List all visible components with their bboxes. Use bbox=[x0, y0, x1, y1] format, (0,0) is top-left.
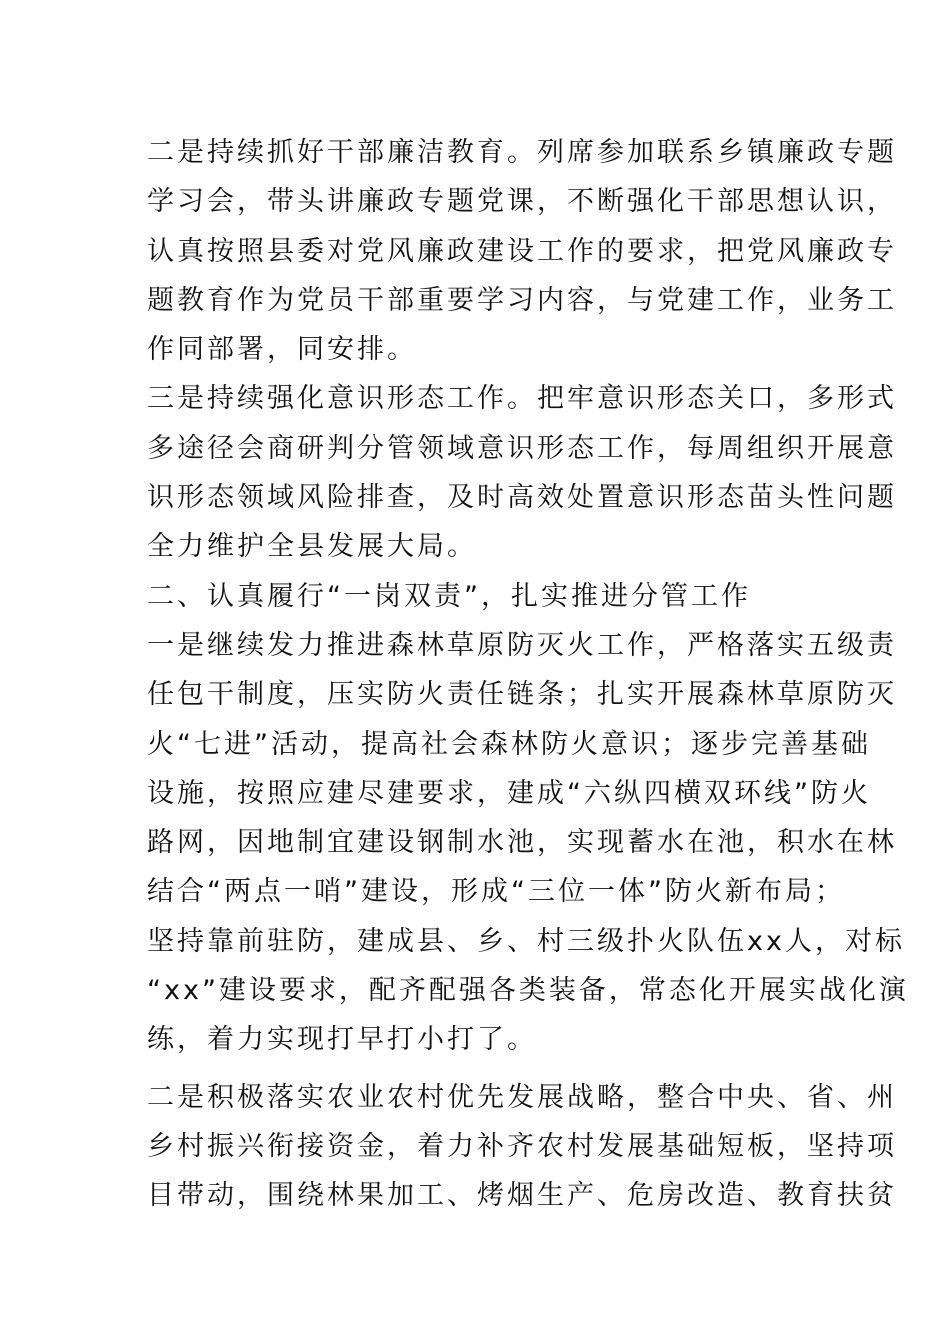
paragraph-line: 作同部署，同安排。 bbox=[147, 334, 417, 366]
paragraph-line: 学习会，带头讲廉政专题党课，不断强化干部思想认识， bbox=[147, 186, 897, 218]
document-body bbox=[147, 128, 909, 1221]
paragraph-line: 多途径会商研判分管领域意识形态工作，每周组织开展意 bbox=[147, 432, 897, 464]
paragraph-line: 全力维护全县发展大局。 bbox=[147, 531, 477, 563]
paragraph-line: 三是持续强化意识形态工作。把牢意识形态关口，多形式 bbox=[147, 383, 897, 415]
paragraph-line: 二是持续抓好干部廉洁教育。列席参加联系乡镇廉政专题 bbox=[147, 137, 897, 168]
paragraph-line: 乡村振兴衔接资金，着力补齐农村发展基础短板，坚持项 bbox=[147, 1130, 897, 1162]
paragraph-line: 火“七进”活动，提高社会森林防火意识；逐步完善基础 bbox=[147, 728, 871, 760]
paragraph-line: 二是积极落实农业农村优先发展战略，整合中央、省、州 bbox=[147, 1081, 897, 1113]
paragraph-line: 结合“两点一哨”建设，形成“三位一体”防火新布局； bbox=[147, 876, 845, 908]
paragraph-line: 坚持靠前驻防，建成县、乡、村三级扑火队伍xx人，对标 bbox=[147, 925, 905, 957]
paragraph-spacer bbox=[147, 1065, 809, 1073]
section-heading: 二、认真履行“一岗双责”，扎实推进分管工作 bbox=[147, 580, 751, 612]
paragraph-line: “xx”建设要求，配齐配强各类装备，常态化开展实战化演 bbox=[147, 975, 909, 1007]
paragraph-line: 设施，按照应建尽建要求，建成“六纵四横双环线”防火 bbox=[147, 777, 871, 809]
paragraph-line: 练，着力实现打早打小打了。 bbox=[147, 1024, 537, 1056]
paragraph-line: 识形态领域风险排查，及时高效处置意识形态苗头性问题 bbox=[147, 482, 897, 514]
paragraph-line: 目带动，围绕林果加工、烤烟生产、危房改造、教育扶贫 bbox=[147, 1180, 897, 1212]
paragraph-line: 任包干制度，压实防火责任链条；扎实开展森林草原防灭 bbox=[147, 679, 897, 711]
paragraph-line: 题教育作为党员干部重要学习内容，与党建工作，业务工 bbox=[147, 284, 897, 316]
paragraph-line: 认真按照县委对党风廉政建设工作的要求，把党风廉政专 bbox=[147, 235, 897, 267]
paragraph-line: 路网，因地制宜建设钢制水池，实现蓄水在池，积水在林 bbox=[147, 827, 897, 859]
paragraph-line: 一是继续发力推进森林草原防灭火工作，严格落实五级责 bbox=[147, 629, 897, 661]
